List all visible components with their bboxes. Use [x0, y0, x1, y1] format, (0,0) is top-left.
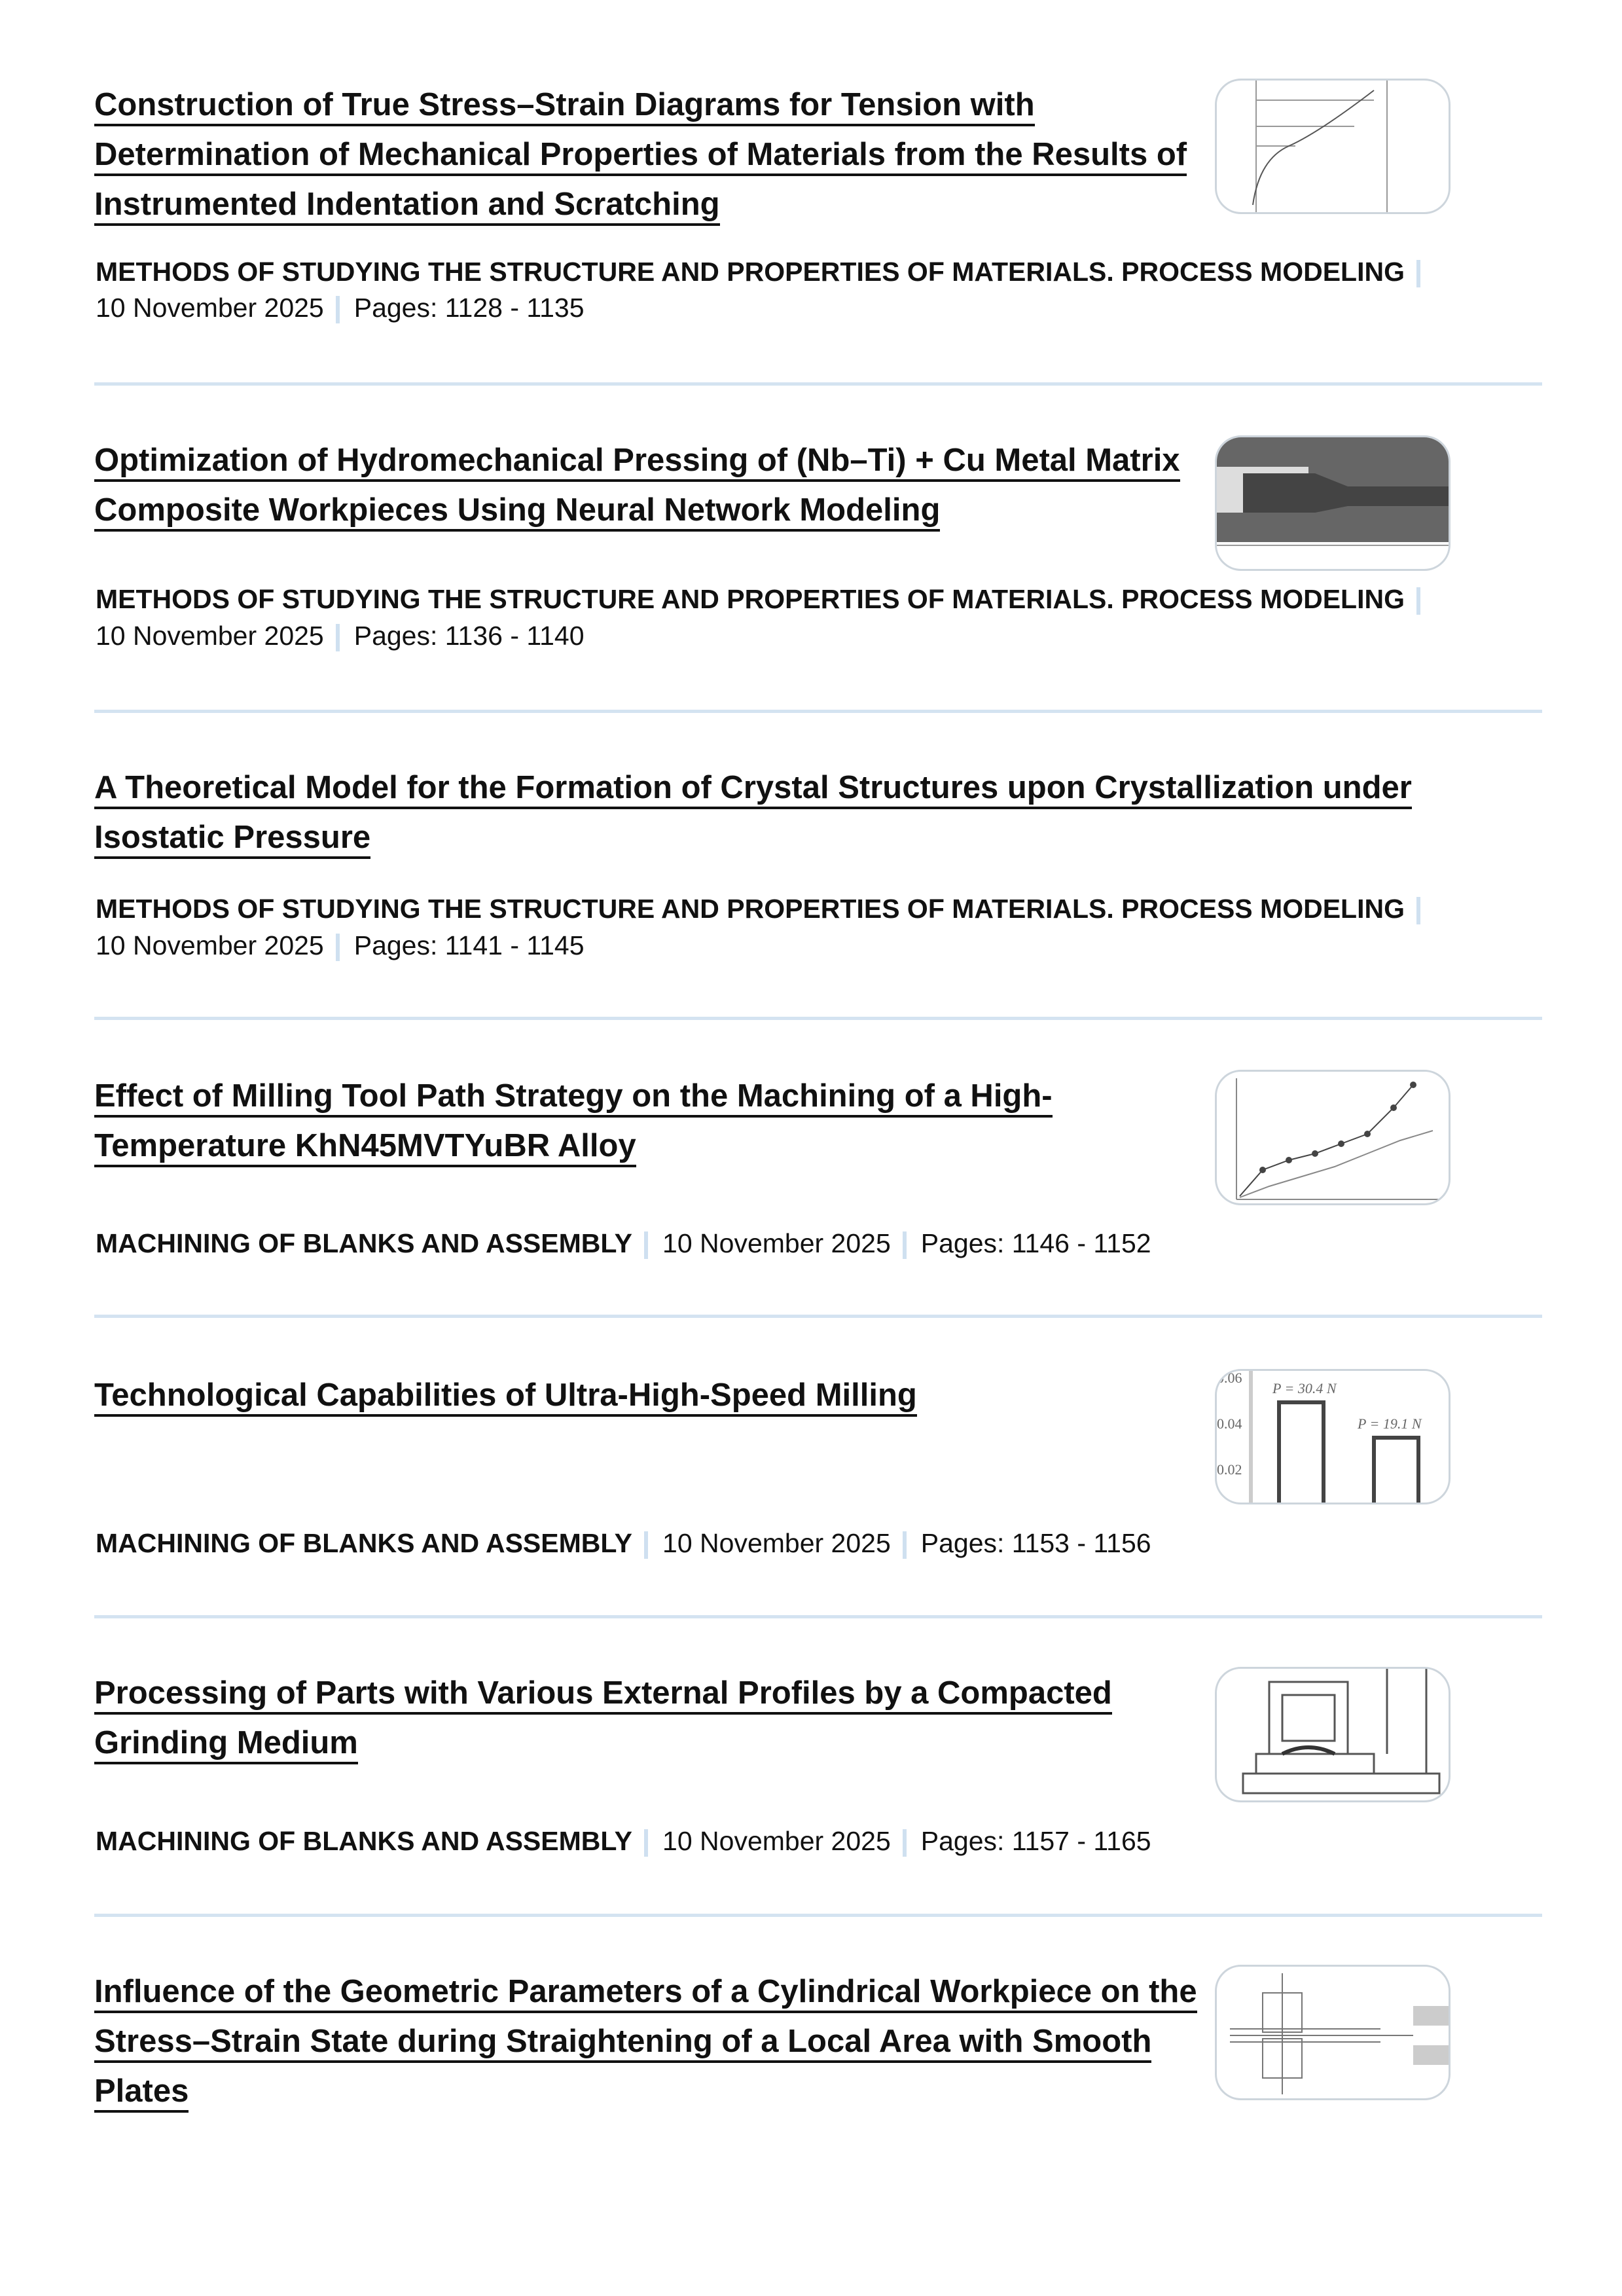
article-pages: Pages: 1141 - 1145 [353, 930, 585, 960]
divider [94, 1017, 1542, 1020]
article-meta-2 [96, 289, 1562, 326]
article-title-link[interactable]: Effect of Milling Tool Path Strategy on the Machining of a High-Temperature KhN45MVTYuBR Alloy [94, 1071, 1220, 1171]
article-thumbnail-straightening[interactable] [1215, 1965, 1451, 2100]
article-date: 10 November 2025 [96, 293, 324, 323]
article-date: 10 November 2025 [662, 1826, 891, 1856]
article-date: 10 November 2025 [96, 930, 324, 960]
article-pages: Pages: 1146 - 1152 [920, 1228, 1151, 1258]
article-title-link[interactable]: Technological Capabilities of Ultra-High-Speed Milling [94, 1370, 1220, 1420]
separator [336, 934, 340, 961]
separator [1416, 587, 1420, 615]
article-title-link[interactable]: Influence of the Geometric Parameters of a Cylindrical Workpiece on the Stress–Strain State during Straightening of a Local Area with Smooth Plates [94, 1967, 1220, 2116]
separator [644, 1231, 648, 1259]
article-section[interactable]: MACHINING OF BLANKS AND ASSEMBLY [96, 1528, 633, 1558]
divider [94, 1615, 1542, 1618]
article-meta [96, 253, 1562, 290]
article-title-link[interactable]: A Theoretical Model for the Formation of Crystal Structures upon Crystallization under Isostatic Pressure [94, 763, 1534, 862]
article-date: 10 November 2025 [96, 621, 324, 651]
article-thumbnail-bar-chart[interactable] [1215, 1369, 1451, 1504]
separator [903, 1531, 907, 1559]
thumb-bar-label: P = 19.1 N [1358, 1415, 1422, 1432]
article-title-link[interactable]: Construction of True Stress–Strain Diagrams for Tension with Determination of Mechanical Properties of Materials from the Results of Instrumented Indentation and Scratching [94, 80, 1220, 229]
article-section[interactable]: METHODS OF STUDYING THE STRUCTURE AND PROPERTIES OF MATERIALS. PROCESS MODELING [96, 257, 1405, 287]
article-meta [96, 890, 1562, 927]
article-section[interactable]: MACHINING OF BLANKS AND ASSEMBLY [96, 1826, 633, 1856]
article-section[interactable]: MACHINING OF BLANKS AND ASSEMBLY [96, 1228, 633, 1258]
article-title-link[interactable]: Processing of Parts with Various External Profiles by a Compacted Grinding Medium [94, 1668, 1220, 1768]
article-meta [96, 1823, 1562, 1859]
article-title-link[interactable]: Optimization of Hydromechanical Pressing of (Nb–Ti) + Cu Metal Matrix Composite Workpieces Using Neural Network Modeling [94, 435, 1220, 535]
separator [644, 1829, 648, 1857]
divider [94, 1315, 1542, 1318]
article-item [94, 763, 1542, 960]
article-pages: Pages: 1157 - 1165 [920, 1826, 1151, 1856]
separator [336, 624, 340, 651]
separator [903, 1829, 907, 1857]
article-meta [96, 1525, 1562, 1561]
article-pages: Pages: 1128 - 1135 [353, 293, 585, 323]
thumb-bar-label: P = 30.4 N [1272, 1380, 1337, 1396]
article-date: 10 November 2025 [662, 1528, 891, 1558]
article-meta [96, 1225, 1562, 1262]
article-pages: Pages: 1153 - 1156 [920, 1528, 1151, 1558]
divider [94, 1914, 1542, 1917]
divider [94, 710, 1542, 713]
thumb-y-tick: 0.06 [1217, 1371, 1242, 1386]
thumb-y-tick: 0.04 [1217, 1415, 1242, 1432]
article-section[interactable]: METHODS OF STUDYING THE STRUCTURE AND PROPERTIES OF MATERIALS. PROCESS MODELING [96, 584, 1405, 614]
article-thumbnail-stress-strain[interactable] [1215, 79, 1451, 214]
divider [94, 382, 1542, 386]
article-thumbnail-pressing[interactable] [1215, 435, 1451, 571]
thumb-y-tick: 0.02 [1217, 1461, 1242, 1478]
separator [644, 1531, 648, 1559]
article-meta [96, 581, 1562, 617]
separator [1416, 260, 1420, 287]
separator [1416, 897, 1420, 924]
article-meta-2 [96, 617, 1562, 654]
article-meta-2 [96, 927, 1562, 964]
article-thumbnail-grinding-apparatus[interactable] [1215, 1667, 1451, 1802]
article-date: 10 November 2025 [662, 1228, 891, 1258]
separator [903, 1231, 907, 1259]
article-pages: Pages: 1136 - 1140 [353, 621, 585, 651]
article-section[interactable]: METHODS OF STUDYING THE STRUCTURE AND PROPERTIES OF MATERIALS. PROCESS MODELING [96, 894, 1405, 924]
article-thumbnail-milling-chart[interactable] [1215, 1070, 1451, 1205]
separator [336, 296, 340, 323]
